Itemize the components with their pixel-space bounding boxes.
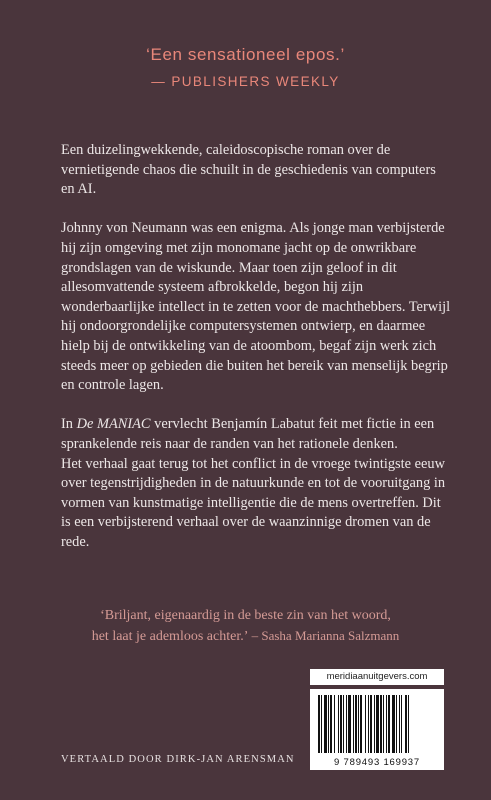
barcode-bar xyxy=(330,695,332,753)
barcode-bar xyxy=(321,695,322,753)
quote-source: — PUBLISHERS WEEKLY xyxy=(151,74,340,89)
isbn-barcode xyxy=(310,689,444,770)
blurb xyxy=(61,141,453,572)
barcode-bar xyxy=(399,695,400,753)
quote-text: ‘Een sensationeel epos.’ xyxy=(146,45,345,64)
barcode-bar xyxy=(338,695,339,753)
barcode-bar xyxy=(401,695,402,753)
barcode-bar xyxy=(368,695,369,753)
translator-credit: VERTAALD DOOR DIRK-JAN ARENSMAN xyxy=(61,754,295,765)
publisher-website[interactable]: meridiaanuitgevers.com xyxy=(310,669,444,685)
barcode-bar xyxy=(343,695,344,753)
maniac-rest: vervlecht Benjamín Labatut feit met fictie in een sprankelende reis naar de randen van het rationele denken. xyxy=(61,416,435,452)
paragraph-intro: Een duizelingwekkende, caleidoscopische roman over de vernietigende chaos die schuilt in de geschiedenis van computers en AI. xyxy=(61,142,436,198)
barcode-bar xyxy=(365,695,366,753)
praise-quote xyxy=(0,606,491,646)
barcode-bar xyxy=(348,695,351,753)
barcode-bars xyxy=(318,695,436,753)
barcode-bar xyxy=(360,695,362,753)
barcode-bar xyxy=(380,695,382,753)
barcode-bar xyxy=(324,695,327,753)
isbn-digits: 9 789493 169937 xyxy=(334,757,420,768)
paragraph-story: Het verhaal gaat terug tot het conflict in de vroege twintigste eeuw over tegenstrijdigheden in de natuurkunde en tot de vooruitgang in vormen van kunstmatige intelligentie die de mens overtreffen. Dit is een verbijsterend verhaal over de waanzinnige dromen van de rede. xyxy=(61,455,446,550)
barcode-bar xyxy=(408,695,409,753)
barcode-bar xyxy=(328,695,329,753)
barcode-bar xyxy=(346,695,347,753)
barcode-bar xyxy=(396,695,397,753)
barcode-bar xyxy=(374,695,375,753)
barcode-bar xyxy=(340,695,342,753)
barcode-bar xyxy=(376,695,379,753)
barcode-bar xyxy=(388,695,390,753)
barcode-bar xyxy=(334,695,335,753)
praise-line-2: het laat je ademloos achter.’ xyxy=(91,628,249,644)
barcode-bar xyxy=(370,695,372,753)
maniac-prefix: In xyxy=(61,416,77,433)
barcode-bar xyxy=(355,695,357,753)
praise-line-2-wrap xyxy=(0,626,491,647)
praise-line-1: ‘Briljant, eigenaardig in de beste zin van het woord, xyxy=(100,608,391,623)
book-title: De MANIAC xyxy=(76,416,151,433)
top-quote xyxy=(0,44,491,91)
barcode-bar xyxy=(386,695,387,753)
barcode-bar xyxy=(318,695,320,753)
barcode-bar xyxy=(392,695,395,753)
barcode-bar xyxy=(405,695,407,753)
paragraph-neumann: Johnny von Neumann was een enigma. Als jonge man verbijsterde hij zijn omgeving met zijn monomane jacht op de onwrikbare grondslagen van de wiskunde. Maar toen zijn geloof in dit allesomvattende systeem afbrokkelde, begon hij zijn wonderbaarlijke intellect in te zetten voor de machthebbers. Terwijl hij ondoorgrondelijke computersystemen ontwierp, en daarmee hielp bij de ontwikkeling van de atoombom, begaf zijn werk zich steeds meer op gebieden die buiten het bereik van menselijk begrip en controle lagen. xyxy=(61,220,451,394)
barcode-bar xyxy=(358,695,359,753)
paragraph-maniac xyxy=(61,415,453,454)
praise-attribution: – Sasha Marianna Salzmann xyxy=(248,627,400,643)
barcode-bar xyxy=(353,695,354,753)
barcode-bar xyxy=(383,695,384,753)
